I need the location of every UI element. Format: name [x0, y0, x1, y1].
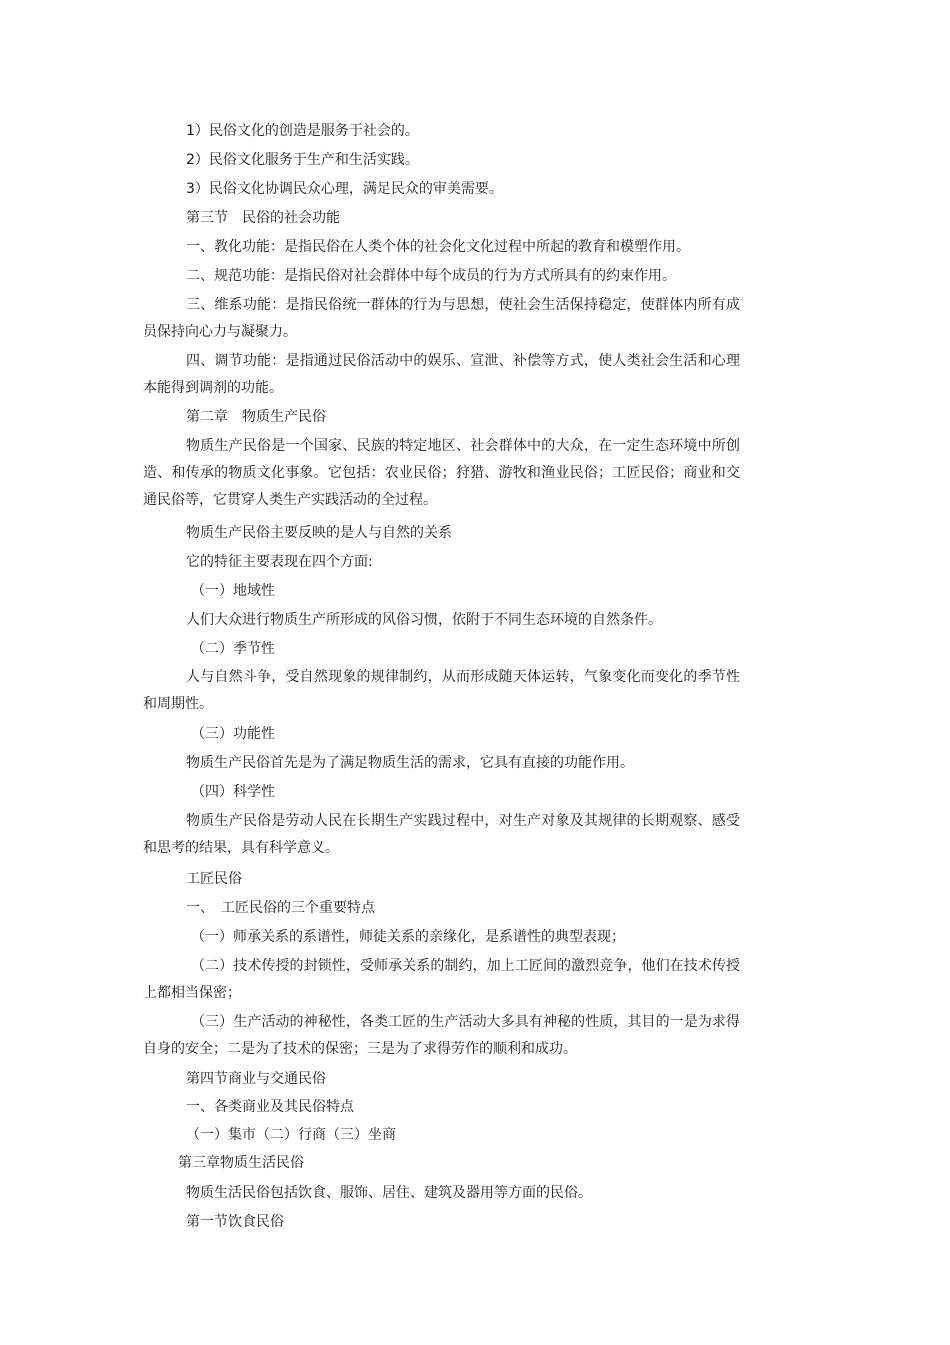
section-heading: 第四节商业与交通民俗 — [186, 1071, 326, 1087]
list-item: （二）技术传授的封锁性，受师承关系的制约，加上工匠间的激烈竞争，他们在技术传授上都相当保密； — [143, 958, 740, 1001]
paragraph: 物质生产民俗首先是为了满足物质生活的需求，它具有直接的功能作用。 — [186, 755, 634, 771]
section-heading: 工匠民俗 — [186, 871, 242, 887]
paragraph: 二、规范功能：是指民俗对社会群体中每个成员的行为方式所具有的约束作用。 — [186, 268, 676, 284]
chapter-heading: 第二章 物质生产民俗 — [186, 409, 326, 425]
section-heading: 第一节饮食民俗 — [186, 1214, 284, 1230]
list-item: （三）生产活动的神秘性，各类工匠的生产活动大多具有神秘的性质，其目的一是为求得自身的安全；二是为了技术的保密；三是为了求得劳作的顺利和成功。 — [143, 1014, 740, 1057]
paragraph: 物质生产民俗是一个国家、民族的特定地区、社会群体中的大众，在一定生态环境中所创造、和传承的物质文化事象。它包括：农业民俗；狩猎、游牧和渔业民俗；工匠民俗；商业和交通民俗等，它贯穿人类生产实践活动的全过程。 — [143, 438, 740, 508]
paragraph: 三、维系功能：是指民俗统一群体的行为与思想，使社会生活保持稳定，使群体内所有成员保持向心力与凝聚力。 — [143, 297, 740, 340]
paragraph: 四、调节功能：是指通过民俗活动中的娱乐、宣泄、补偿等方式，使人类社会生活和心理本能得到调剂的功能。 — [143, 353, 740, 396]
paragraph: （一）集市（二）行商（三）坐商 — [186, 1127, 396, 1143]
paragraph: 物质生活民俗包括饮食、服饰、居住、建筑及器用等方面的民俗。 — [186, 1185, 592, 1201]
paragraph: 一、教化功能：是指民俗在人类个体的社会化文化过程中所起的教育和模塑作用。 — [186, 239, 690, 255]
section-heading: 一、各类商业及其民俗特点 — [186, 1099, 354, 1115]
list-item: 3）民俗文化协调民众心理，满足民众的审美需要。 — [186, 181, 503, 197]
paragraph: 它的特征主要表现在四个方面: — [186, 554, 373, 570]
paragraph: 人们大众进行物质生产所形成的风俗习惯，依附于不同生态环境的自然条件。 — [186, 612, 662, 628]
section-heading: 第三节 民俗的社会功能 — [186, 210, 340, 226]
subheading: （三）功能性 — [191, 726, 275, 742]
paragraph: 人与自然斗争，受自然现象的规律制约，从而形成随天体运转，气象变化而变化的季节性和周期性。 — [143, 669, 740, 712]
list-item: 1）民俗文化的创造是服务于社会的。 — [186, 123, 419, 139]
list-item: 2）民俗文化服务于生产和生活实践。 — [186, 152, 419, 168]
chapter-heading: 第三章物质生活民俗 — [178, 1155, 304, 1171]
list-item: （一）师承关系的系谱性，师徒关系的亲缘化，是系谱性的典型表现； — [191, 929, 625, 945]
subheading: （一）地域性 — [191, 583, 275, 599]
paragraph: 物质生产民俗是劳动人民在长期生产实践过程中，对生产对象及其规律的长期观察、感受和思考的结果，具有科学意义。 — [143, 813, 740, 856]
section-heading: 一、 工匠民俗的三个重要特点 — [186, 900, 375, 916]
subheading: （四）科学性 — [191, 784, 275, 800]
paragraph: 物质生产民俗主要反映的是人与自然的关系 — [186, 525, 452, 541]
subheading: （二）季节性 — [191, 641, 275, 657]
